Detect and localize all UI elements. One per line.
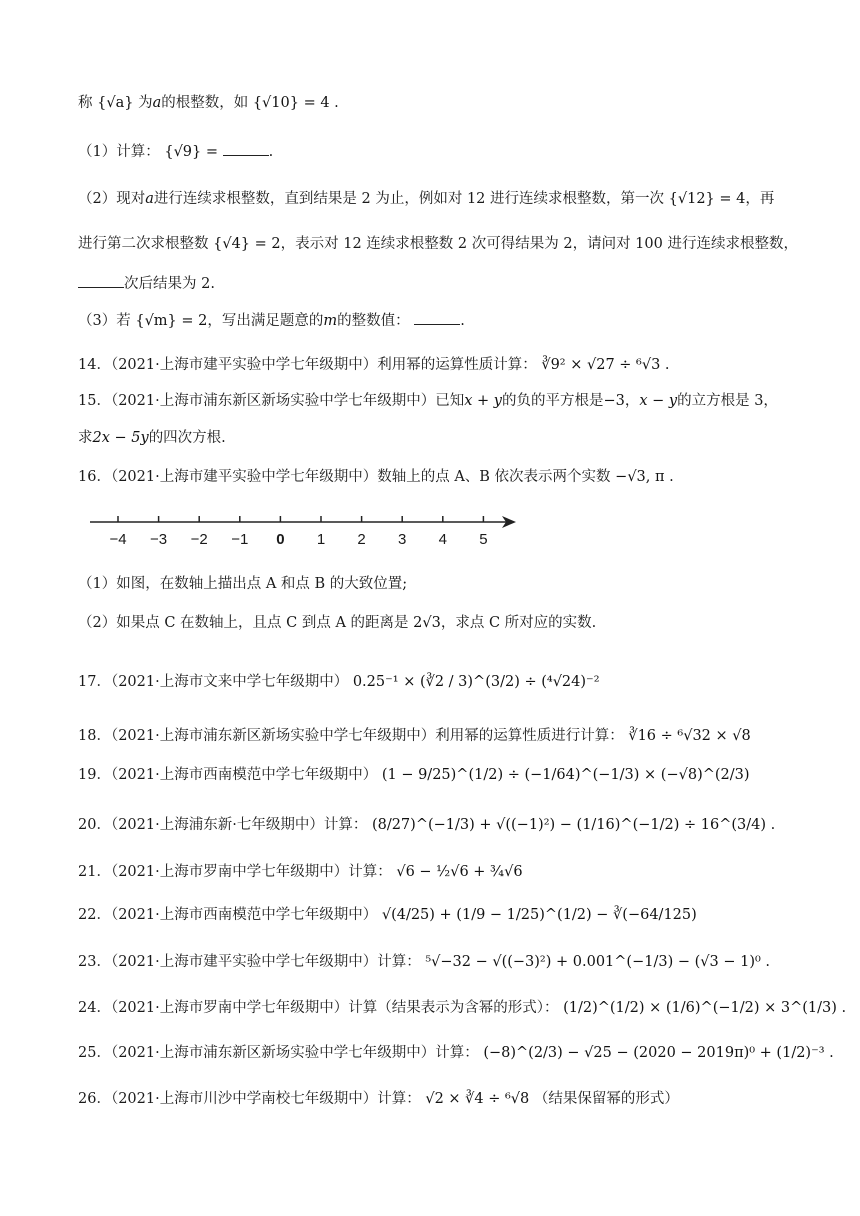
p15-mid2: ， (624, 393, 640, 409)
q2-line3 (78, 273, 810, 294)
number-line-tick-label: 3 (398, 531, 407, 548)
p16-text: 16．（2021·上海市建平实验中学七年级期中）数轴上的点 A、B 依次表示两个实数 (78, 469, 611, 485)
p16-sub2-b: ，求点 C 所对应的实数. (440, 615, 597, 631)
problem-15 (78, 391, 810, 411)
p25-end: . (829, 1045, 834, 1061)
problem-15-line2 (78, 428, 810, 448)
q3-end: . (460, 313, 465, 329)
p26-expr: √2 × ∛4 ÷ ⁶√8 (425, 1091, 530, 1107)
q3-answer-blank[interactable] (414, 310, 460, 325)
q2-line2-a: 进行第二次求根整数 (78, 236, 209, 252)
p20-text: 20．（2021·上海浦东新·七年级期中）计算： (78, 817, 368, 833)
q1-expr: {√9} = (164, 144, 219, 160)
intro-expr1: {√a} (97, 95, 134, 111)
q2-text-c: ，再 (745, 191, 775, 207)
p15-line2-b: 的四次方根. (148, 430, 226, 446)
number-line-ticks (109, 516, 487, 548)
q2-text-a: （2）现对 (78, 191, 146, 207)
p15-expr2: x − y (639, 393, 678, 409)
p15-text: 15．（2021·上海市浦东新区新场实验中学七年级期中）已知 (78, 393, 465, 409)
p16-sub2-expr: 2√3 (413, 615, 441, 631)
p14-end: . (664, 357, 670, 373)
p22-text: 22．（2021·上海市西南模范中学七年级期中） (78, 907, 378, 923)
q3-var: m (323, 313, 338, 329)
problem-22 (78, 905, 810, 925)
number-line-tick-label: 1 (316, 531, 326, 548)
problem-23 (78, 952, 810, 972)
p15-expr1: x + y (464, 393, 502, 409)
problem-26 (78, 1089, 810, 1109)
q1-line (78, 141, 810, 162)
p15-val1: −3 (603, 393, 625, 409)
problem-14 (78, 355, 810, 375)
p24-text: 24．（2021·上海市罗南中学七年级期中）计算（结果表示为含幂的形式）： (78, 1000, 559, 1016)
p14-text: 14．（2021·上海市建平实验中学七年级期中）利用幂的运算性质计算： (78, 357, 537, 373)
problem-16-sub2 (78, 613, 810, 633)
q2-line1 (78, 189, 810, 209)
p18-text: 18．（2021·上海市浦东新区新场实验中学七年级期中）利用幂的运算性质进行计算： (78, 728, 624, 744)
q2-line2 (78, 234, 810, 254)
p24-expr: (1/2)^(1/2) × (1/6)^(−1/2) × 3^(1/3) (563, 1000, 837, 1016)
p18-expr: ∛16 ÷ ⁶√32 × √8 (628, 728, 751, 744)
p25-expr: (−8)^(2/3) − √25 − (2020 − 2019π)⁰ + (1/2)⁻³ (483, 1045, 825, 1061)
intro-end: . (334, 95, 339, 111)
problem-19 (78, 765, 810, 785)
problem-20 (78, 815, 810, 835)
p15-line2-a: 求 (78, 430, 93, 446)
p17-expr: 0.25⁻¹ × (∛2 / 3)^(3/2) ÷ (⁴√24)⁻² (352, 674, 600, 690)
intro-var: a (152, 95, 162, 111)
number-line-tick-label: 2 (357, 531, 366, 548)
p14-expr: ∛9² × √27 ÷ ⁶√3 (541, 357, 661, 373)
p26-text: 26．（2021·上海市川沙中学南校七年级期中）计算： (78, 1091, 421, 1107)
number-line-tick-label: 0 (276, 531, 285, 548)
problem-21 (78, 862, 810, 882)
p23-end: . (765, 954, 771, 970)
q3-expr: {√m} = 2 (135, 313, 208, 329)
p15-expr3: 2x − 5y (92, 430, 149, 446)
q3-suffix: 的整数值： (337, 313, 410, 329)
q1-answer-blank[interactable] (223, 141, 269, 156)
problem-16 (78, 467, 810, 487)
q1-end: . (268, 144, 274, 160)
p16-sub2-a: （2）如果点 C 在数轴上，且点 C 到点 A 的距离是 (78, 615, 409, 631)
p26-note: （结果保留幂的形式） (533, 1091, 679, 1107)
p19-expr: (1 − 9/25)^(1/2) ÷ (−1/64)^(−1/3) × (−√8)^(2/3) (381, 767, 750, 783)
number-line-tick-label: −1 (231, 531, 249, 548)
problem-18 (78, 726, 810, 746)
q2-expr2: {√4} = 2 (213, 236, 281, 252)
p24-end: . (841, 1000, 847, 1016)
problem-24 (78, 998, 847, 1018)
intro-expr2: {√10} = 4 (252, 95, 330, 111)
p23-expr: ⁵√−32 − √((−3)²) + 0.001^(−1/3) − (√3 − 1)⁰ (425, 954, 761, 970)
q2-text-b: 进行连续求根整数，直到结果是 2 为止，例如对 12 进行连续求根整数，第一次 (153, 191, 665, 207)
q3-label: （3）若 (78, 313, 131, 329)
p16-sub1: （1）如图，在数轴上描出点 A 和点 B 的大致位置; (78, 576, 408, 592)
problem-17 (78, 672, 810, 692)
q2-line2-b: ，表示对 12 连续求根整数 2 次可得结果为 2，请问对 100 进行连续求根整数， (280, 236, 798, 252)
p16-end: . (669, 469, 674, 485)
p20-end: . (770, 817, 776, 833)
p21-expr: √6 − ½√6 + ¾√6 (396, 864, 523, 880)
number-line-tick-label: 5 (479, 531, 488, 548)
p25-text: 25．（2021·上海市浦东新区新场实验中学七年级期中）计算： (78, 1045, 479, 1061)
intro-prefix: 称 (78, 95, 93, 111)
intro-mid: 为 (138, 95, 153, 111)
p20-expr: (8/27)^(−1/3) + √((−1)²) − (1/16)^(−1/2) ÷ 16^(3/4) (371, 817, 766, 833)
q3-mid: ，写出满足题意的 (207, 313, 324, 329)
q2-answer-blank[interactable] (78, 273, 124, 288)
number-line-tick-label: −4 (109, 531, 127, 548)
p21-text: 21．（2021·上海市罗南中学七年级期中）计算： (78, 864, 392, 880)
p15-mid3: 的立方根是 3， (677, 393, 778, 409)
number-line-tick-label: −3 (150, 531, 168, 548)
number-line-tick-label: −2 (190, 531, 208, 548)
number-line (88, 508, 528, 554)
problem-25 (78, 1043, 834, 1063)
q3-line (78, 310, 810, 331)
q1-label: （1）计算： (78, 144, 160, 160)
number-line-tick-label: 4 (438, 531, 447, 548)
p19-text: 19．（2021·上海市西南模范中学七年级期中） (78, 767, 378, 783)
p16-expr: −√3, π (615, 469, 665, 485)
intro-suffix: 的根整数，如 (161, 95, 249, 111)
q2-var: a (145, 191, 154, 207)
q2-expr1: {√12} = 4 (668, 191, 746, 207)
p23-text: 23．（2021·上海市建平实验中学七年级期中）计算： (78, 954, 421, 970)
intro-line (78, 93, 810, 113)
p17-text: 17．（2021·上海市文来中学七年级期中） (78, 674, 349, 690)
p15-mid1: 的负的平方根是 (501, 393, 604, 409)
q2-line3-text: 次后结果为 2. (124, 276, 215, 292)
p22-expr: √(4/25) + (1/9 − 1/25)^(1/2) − ∛(−64/125) (381, 907, 697, 923)
problem-16-sub1 (78, 574, 810, 594)
